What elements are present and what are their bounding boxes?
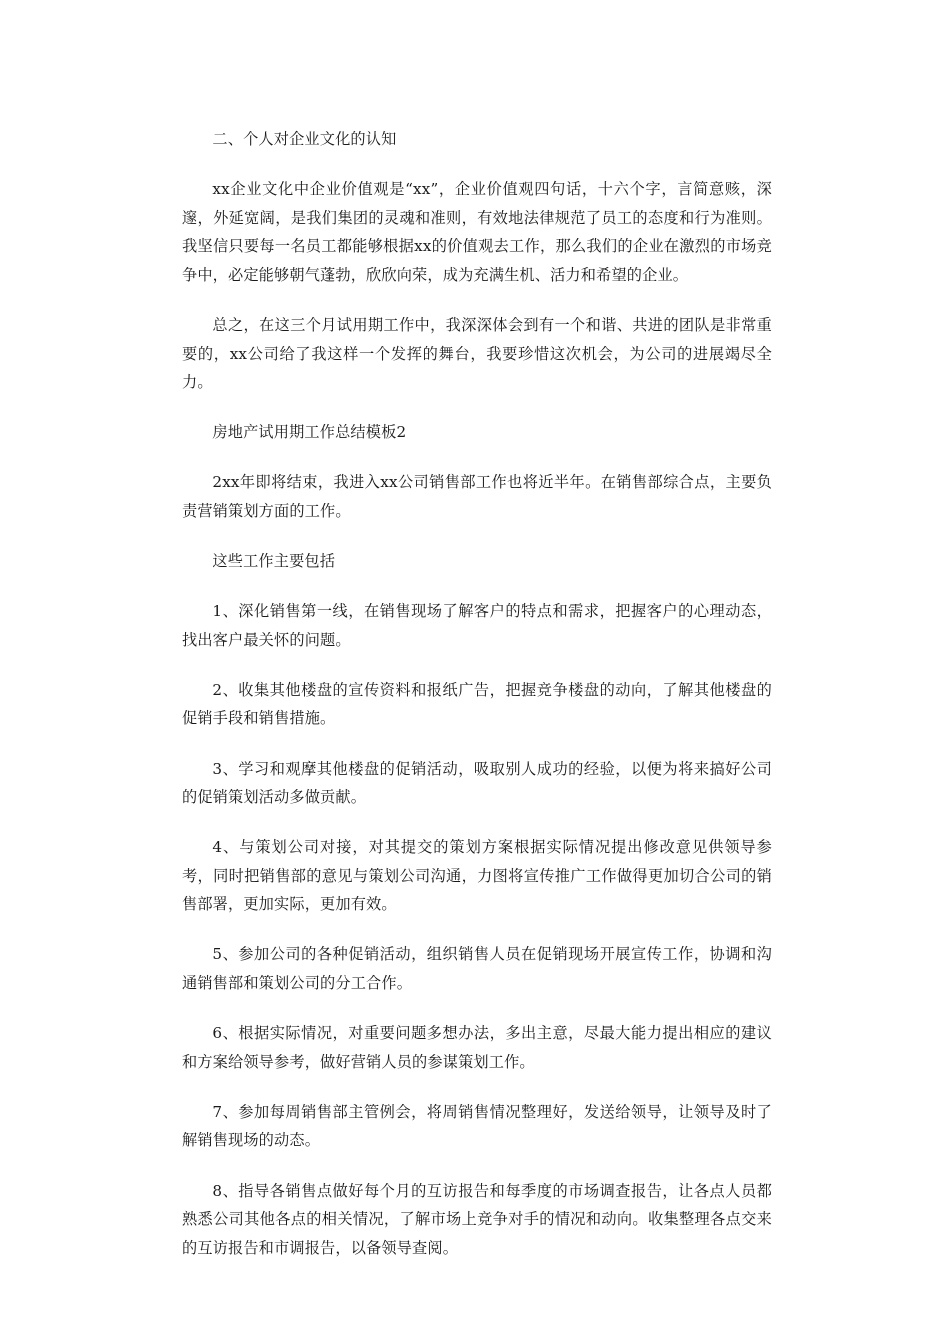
list-item-2: 2、收集其他楼盘的宣传资料和报纸广告，把握竞争楼盘的动向，了解其他楼盘的促销手段和销售措施。 — [182, 680, 772, 728]
document-body — [182, 125, 772, 1284]
list-item-5: 5、参加公司的各种促销活动，组织销售人员在促销现场开展宣传工作，协调和沟通销售部和策划公司的分工合作。 — [182, 945, 772, 993]
list-item-8: 8、指导各销售点做好每个月的互访报告和每季度的市场调查报告，让各点人员都熟悉公司其他各点的相关情况，了解市场上竞争对手的情况和动向。收集整理各点交来的互访报告和市调报告，以备领导查阅。 — [182, 1181, 772, 1257]
list-item-4: 4、与策划公司对接，对其提交的策划方案根据实际情况提出修改意见供领导参考，同时把销售部的意见与策划公司沟通，力图将宣传推广工作做得更加切合公司的销售部署，更加实际，更加有效。 — [182, 838, 772, 914]
section-heading: 二、个人对企业文化的认知 — [212, 130, 397, 148]
template-title: 房地产试用期工作总结模板2 — [212, 423, 407, 442]
paragraph-work-includes: 这些工作主要包括 — [212, 552, 336, 571]
list-item-3: 3、学习和观摩其他楼盘的促销活动，吸取别人成功的经验，以便为将来搞好公司的促销策划活动多做贡献。 — [182, 759, 772, 807]
list-item-7: 7、参加每周销售部主管例会，将周销售情况整理好，发送给领导，让领导及时了解销售现场的动态。 — [182, 1102, 772, 1150]
paragraph-conclusion: 总之，在这三个月试用期工作中，我深深体会到有一个和谐、共进的团队是非常重要的，xx公司给了我这样一个发挥的舞台，我要珍惜这次机会，为公司的进展竭尽全力。 — [182, 315, 772, 392]
paragraph-intro: 2xx年即将结束，我进入xx公司销售部工作也将近半年。在销售部综合点，主要负责营销策划方面的工作。 — [182, 473, 772, 520]
list-item-6: 6、根据实际情况，对重要问题多想办法，多出主意，尽最大能力提出相应的建议和方案给领导参考，做好营销人员的参谋策划工作。 — [182, 1024, 772, 1071]
list-item-1: 1、深化销售第一线，在销售现场了解客户的特点和需求，把握客户的心理动态，找出客户最关怀的问题。 — [182, 602, 772, 649]
paragraph-culture-values: xx企业文化中企业价值观是“xx”，企业价值观四句话，十六个字，言简意赅，深邃，外延宽阔，是我们集团的灵魂和准则，有效地法律规范了员工的态度和行为准则。我坚信只要每一名员工都能够根据xx的价值观去工作，那么我们的企业在激烈的市场竞争中，必定能够朝气蓬勃，欣欣向荣，成为充满生机、活力和希望的企业。 — [182, 180, 772, 284]
